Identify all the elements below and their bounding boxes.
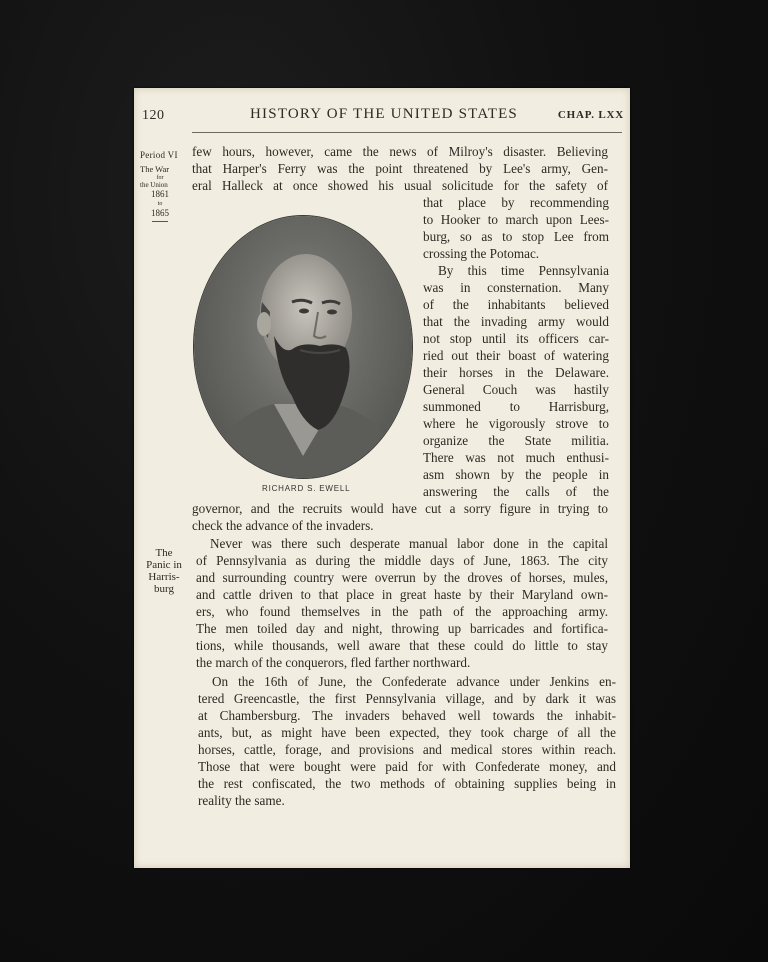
margin-war-line2: for bbox=[156, 175, 164, 181]
text-line: tions, while thousands, well aware that these could do little to stay bbox=[196, 638, 608, 653]
text-line: few hours, however, came the news of Milroy's disaster. Believing bbox=[192, 144, 608, 159]
text-line: the rest confiscated, the two methods of obtaining supplies being in bbox=[198, 776, 616, 791]
text-line: governor, and the recruits would have cut a sorry figure in trying to bbox=[192, 501, 608, 516]
text-line: that the invading army would bbox=[423, 314, 609, 329]
text-line: ried out their boast of watering bbox=[423, 348, 609, 363]
margin-dash bbox=[152, 221, 168, 222]
book-page bbox=[134, 88, 630, 868]
text-line: horses, cattle, forage, and provisions and medical stores within reach. bbox=[198, 742, 616, 757]
text-line: summoned to Harrisburg, bbox=[423, 399, 609, 414]
text-line: Those that were bought were paid for with Confederate money, and bbox=[198, 759, 616, 774]
text-line: not stop until its officers car- bbox=[423, 331, 609, 346]
page-number: 120 bbox=[142, 108, 165, 123]
margin-note-panic bbox=[140, 547, 188, 595]
text-line: and cattle driven to that place in great haste by their Maryland own- bbox=[196, 587, 608, 602]
running-title: HISTORY OF THE UNITED STATES bbox=[250, 106, 518, 122]
text-line: burg, so as to stop Lee from bbox=[423, 229, 609, 244]
text-line: reality the same. bbox=[198, 793, 285, 808]
margin-year-start: 1861 bbox=[151, 189, 169, 199]
margin-war-line3: the Union bbox=[140, 181, 168, 189]
text-line: where he vigorously strove to bbox=[423, 416, 609, 431]
text-line: The men toiled day and night, throwing up barricades and fortifica- bbox=[196, 621, 608, 636]
chapter-label: CHAP. LXX bbox=[557, 109, 624, 121]
text-line: tered Greencastle, the first Pennsylvania village, and by dark it was bbox=[198, 691, 616, 706]
portrait-engraving bbox=[194, 216, 412, 478]
text-line: There was not much enthusi- bbox=[423, 450, 609, 465]
text-line: Never was there such desperate manual labor done in the capital bbox=[210, 536, 608, 551]
text-line: General Couch was hastily bbox=[423, 382, 609, 397]
text-line: their horses in the Delaware. bbox=[423, 365, 609, 380]
text-line: of Pennsylvania as during the middle days of June, 1863. The city bbox=[196, 553, 608, 568]
margin-panic-line1: The bbox=[155, 547, 173, 559]
margin-panic-line3: Harris- bbox=[148, 571, 180, 583]
margin-to: to bbox=[157, 201, 163, 207]
margin-year-end: 1865 bbox=[151, 208, 169, 218]
text-line: to Hooker to march upon Lees- bbox=[423, 212, 609, 227]
page-header bbox=[138, 106, 624, 128]
text-line: By this time Pennsylvania bbox=[438, 263, 609, 278]
text-line: that Harper's Ferry was the point threatened by Lee's army, Gen- bbox=[192, 161, 608, 176]
text-line: was in consternation. Many bbox=[423, 280, 609, 295]
text-line: On the 16th of June, the Confederate advance under Jenkins en- bbox=[212, 674, 616, 689]
text-line: ers, who found themselves in the path of the approaching army. bbox=[196, 604, 608, 619]
margin-war-line1: The War bbox=[140, 164, 170, 174]
text-line: at Chambersburg. The invaders behaved well towards the inhabit- bbox=[198, 708, 616, 723]
text-line: answering the calls of the bbox=[423, 484, 609, 499]
text-line: organize the State militia. bbox=[423, 433, 609, 448]
text-line: that place by recommending bbox=[423, 195, 609, 210]
text-line: ants, but, as might have been expected, they took charge of all the bbox=[198, 725, 616, 740]
text-line: and surrounding country were overrun by the droves of horses, mules, bbox=[196, 570, 608, 585]
header-rule bbox=[192, 132, 622, 133]
text-line: of the inhabitants believed bbox=[423, 297, 609, 312]
text-line: the march of the conquerors, fled farther northward. bbox=[196, 655, 471, 670]
portrait-caption: RICHARD S. EWELL bbox=[262, 484, 351, 493]
margin-note-period bbox=[140, 150, 190, 222]
text-line: crossing the Potomac. bbox=[423, 246, 540, 261]
text-line: check the advance of the invaders. bbox=[192, 518, 374, 533]
margin-period: Period VI bbox=[140, 150, 178, 160]
margin-panic-line4: burg bbox=[154, 583, 174, 595]
portrait-figure bbox=[194, 216, 412, 478]
text-line: asm shown by the people in bbox=[423, 467, 609, 482]
text-line: eral Halleck at once showed his usual solicitude for the safety of bbox=[192, 178, 608, 193]
margin-panic-line2: Panic in bbox=[146, 559, 182, 571]
